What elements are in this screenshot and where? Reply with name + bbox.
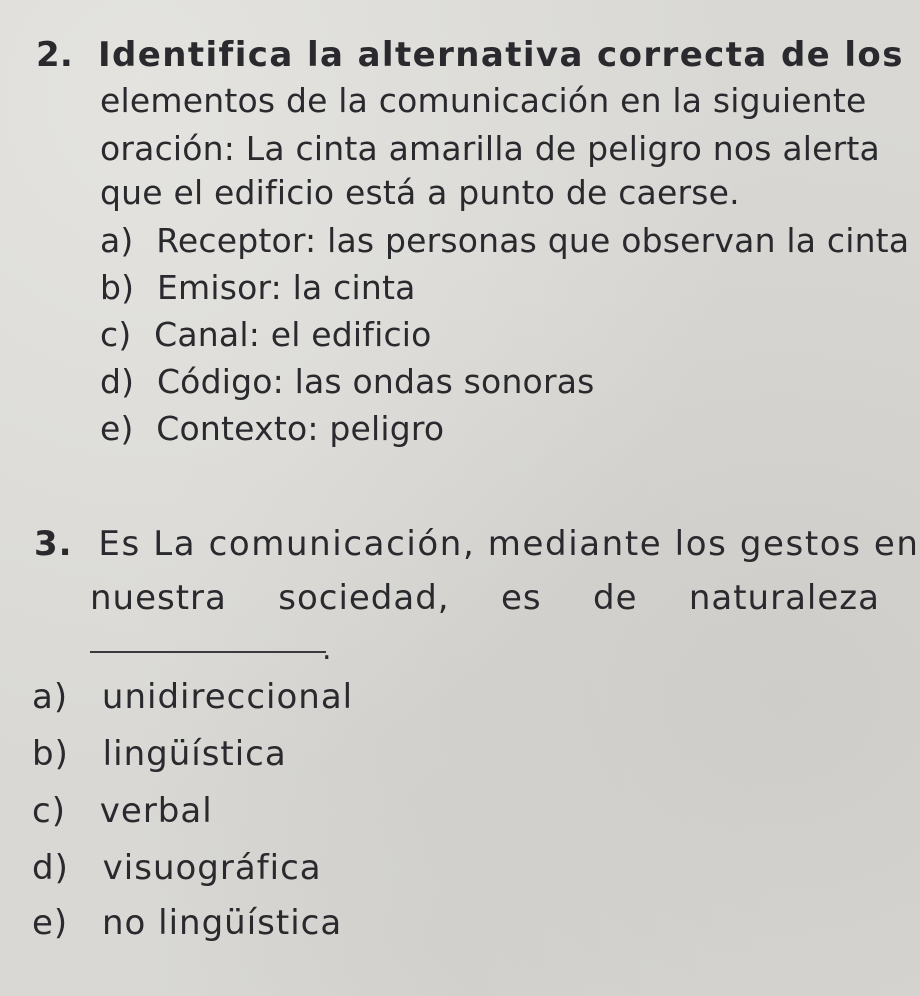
option-text: Contexto: peligro [156, 409, 445, 448]
option-letter: e) [100, 409, 134, 448]
stem-word: es [500, 578, 542, 618]
stem-word: de [592, 578, 638, 618]
option-letter: c) [32, 791, 66, 831]
option-e [32, 903, 342, 943]
option-c [100, 315, 432, 355]
question-number: 3. [34, 524, 73, 564]
option-a [100, 221, 909, 261]
option-letter: a) [100, 221, 134, 260]
option-text: Receptor: las personas que observan la cinta [156, 221, 910, 260]
question-stem-line: Identifica la alternativa correcta de los [98, 35, 904, 75]
option-text: Código: las ondas sonoras [156, 362, 595, 401]
stem-word: sociedad, [278, 578, 450, 618]
option-text: no lingüística [102, 903, 343, 943]
question-stem-line: elementos de la comunicación en la siguiente [100, 81, 867, 120]
option-text: lingüística [102, 734, 287, 774]
option-letter: d) [32, 848, 69, 888]
option-e [100, 409, 444, 449]
question-stem-line [90, 578, 880, 618]
blank-period: . [322, 632, 332, 667]
question-number: 2. [36, 35, 73, 75]
stem-word: naturaleza [688, 578, 880, 618]
question-3-title-line [34, 524, 920, 564]
option-text: Canal: el edificio [154, 315, 432, 354]
option-text: Emisor: la cinta [156, 268, 416, 307]
question-stem-line: que el edificio está a punto de caerse. [100, 173, 740, 212]
option-c [32, 791, 213, 831]
option-d [32, 848, 322, 888]
option-a [32, 677, 353, 717]
option-letter: c) [100, 315, 132, 354]
option-text: visuográfica [102, 848, 322, 888]
option-letter: e) [32, 903, 69, 943]
option-b [100, 268, 416, 308]
option-letter: b) [32, 734, 69, 774]
stem-word: nuestra [90, 578, 227, 618]
option-letter: d) [100, 362, 135, 401]
option-letter: b) [100, 268, 135, 307]
option-d [100, 362, 595, 402]
answer-blank [90, 651, 326, 653]
question-stem-line: Es La comunicación, mediante los gestos en [98, 524, 920, 564]
option-text: unidireccional [101, 677, 354, 717]
question-stem-line: oración: La cinta amarilla de peligro nos alerta [100, 129, 880, 168]
option-text: verbal [99, 791, 213, 831]
option-b [32, 734, 287, 774]
question-2-title-line [36, 35, 904, 75]
option-letter: a) [32, 677, 69, 717]
